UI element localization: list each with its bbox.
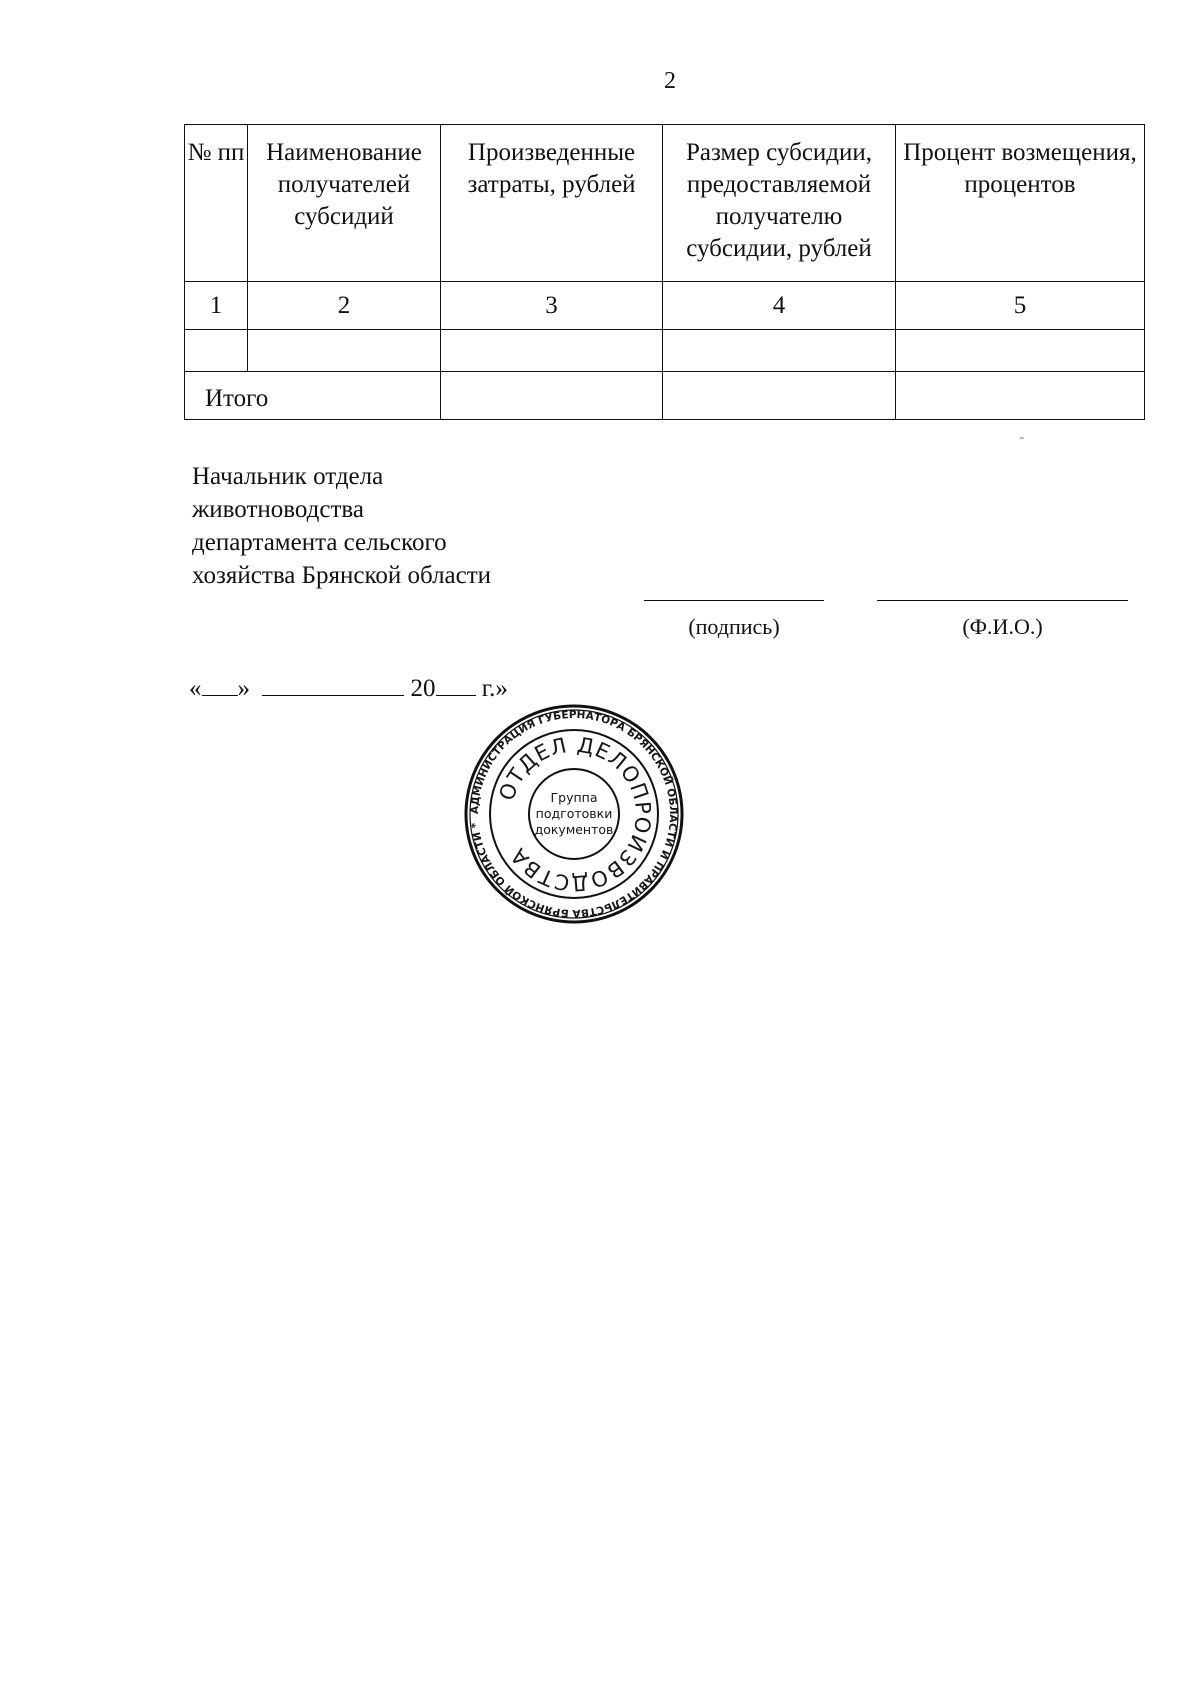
header-reimbursement-percent: Процент возмещения, процентов — [896, 125, 1145, 282]
stamp-middle-text: ОТДЕЛ ДЕЛОПРОИЗВОДСТВА — [494, 732, 656, 896]
signatory-title-line: департамента сельского — [192, 529, 447, 556]
total-row — [185, 372, 1145, 420]
date-line — [189, 671, 508, 703]
column-number: 3 — [441, 282, 663, 330]
scan-artifact — [1020, 437, 1024, 439]
table-cell — [663, 330, 896, 372]
column-number: 5 — [896, 282, 1145, 330]
table-cell — [663, 372, 896, 420]
official-stamp — [462, 702, 686, 926]
date-close-quote: » — [237, 675, 250, 702]
header-recipient-name: Наименование получателей субсидий — [248, 125, 441, 282]
signatory-title — [192, 460, 491, 592]
header-number: № пп — [185, 125, 248, 282]
table-cell — [185, 330, 248, 372]
column-number: 4 — [663, 282, 896, 330]
stamp-center-line: подготовки — [535, 806, 613, 821]
column-number: 1 — [185, 282, 248, 330]
signatory-title-line: Начальник отдела — [192, 463, 384, 490]
date-open-quote: « — [189, 675, 202, 702]
stamp-center-line: документов — [534, 822, 614, 837]
stamp-center-line: Группа — [550, 790, 598, 805]
year-blank — [436, 671, 476, 696]
column-number-row — [185, 282, 1145, 330]
table-cell — [896, 372, 1145, 420]
header-subsidy-amount: Размер субсидии, предоставляемой получателю субсидии, рублей — [663, 125, 896, 282]
table-header-row — [185, 125, 1145, 282]
page-number: 2 — [664, 68, 676, 94]
signatory-title-line: животноводства — [192, 496, 364, 523]
subsidy-table — [184, 124, 1145, 420]
table-cell — [441, 372, 663, 420]
table-cell — [441, 330, 663, 372]
name-caption: (Ф.И.О.) — [962, 614, 1043, 639]
signatory-title-line: хозяйства Брянской области — [192, 562, 492, 589]
year-prefix: 20 — [410, 675, 436, 702]
month-blank — [262, 671, 404, 696]
signature-line — [644, 600, 824, 601]
table-cell — [248, 330, 441, 372]
stamp-outer-text: АДМИНИСТРАЦИЯ ГУБЕРНАТОРА БРЯНСКОЙ ОБЛАСТИ И ПРАВИТЕЛЬСТВА БРЯНСКОЙ ОБЛАСТИ * — [468, 708, 680, 920]
signature-caption: (подпись) — [688, 614, 780, 639]
table-row — [185, 330, 1145, 372]
total-label: Итого — [185, 372, 441, 420]
header-costs: Произведенные затраты, рублей — [441, 125, 663, 282]
table-cell — [896, 330, 1145, 372]
day-blank — [202, 671, 238, 696]
name-line — [877, 600, 1128, 601]
date-suffix: г.» — [481, 675, 508, 702]
column-number: 2 — [248, 282, 441, 330]
